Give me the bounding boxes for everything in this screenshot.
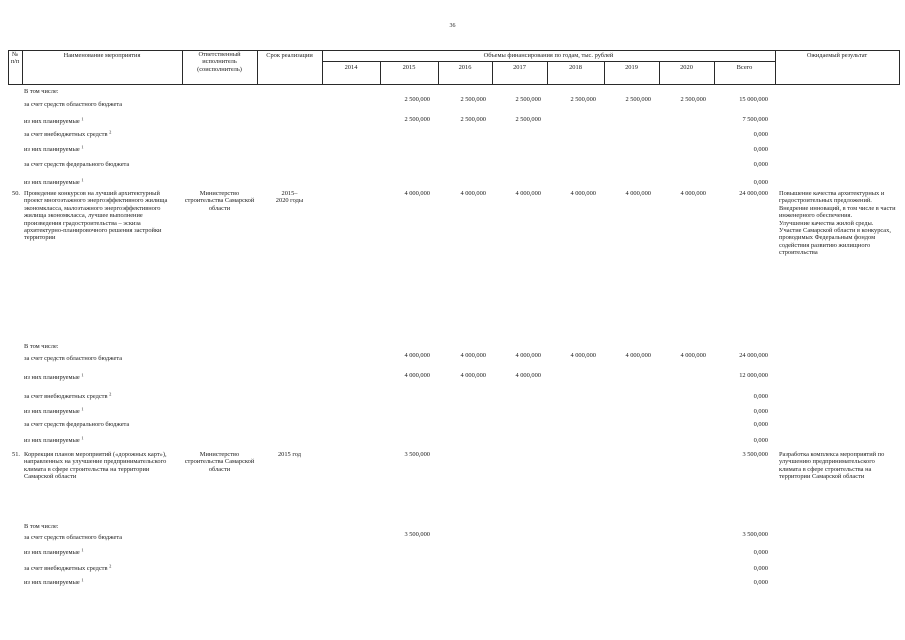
item-number: 50.	[12, 190, 20, 197]
header-responsible: Ответственный исполнитель (соисполнитель)	[197, 51, 242, 73]
footnote-mark: 1	[81, 547, 84, 553]
item-responsible: Министерство строительства Самарской области	[184, 190, 255, 212]
value-cell: 4 000,000	[460, 372, 486, 379]
value-cell: 2 500,000	[404, 116, 430, 123]
value-cell: 2 500,000	[625, 96, 651, 103]
value-cell: 0,000	[753, 146, 768, 153]
item-term: 2015 год	[277, 451, 302, 458]
grid-line	[322, 61, 775, 62]
footnote-mark: 1	[81, 116, 84, 122]
value-cell: 0,000	[753, 565, 768, 572]
row-label-text: за счет внебюджетных средств	[24, 565, 108, 572]
row-label	[24, 179, 84, 186]
value-cell: 4 000,000	[404, 190, 430, 197]
row-label-text: В том числе:	[24, 343, 59, 350]
item-name: Коррекция планов мероприятий («дорожных карт»), направленных на улучшение предпринимательского климата в сфере строительства на территории Самарской области	[24, 451, 167, 481]
row-label	[24, 421, 129, 428]
value-cell: 0,000	[753, 408, 768, 415]
value-cell: 4 000,000	[570, 352, 596, 359]
row-label-text: В том числе:	[24, 523, 59, 530]
row-label-text: из них планируемые	[24, 146, 80, 153]
value-cell: 2 500,000	[515, 96, 541, 103]
row-label	[24, 146, 84, 153]
value-cell: 4 000,000	[625, 352, 651, 359]
footnote-mark: 1	[81, 372, 84, 378]
footnote-mark: 2	[109, 129, 112, 135]
value-cell: 2 500,000	[460, 96, 486, 103]
value-cell: 4 000,000	[570, 190, 596, 197]
row-label-text: за счет средств областного бюджета	[24, 101, 123, 108]
value-cell: 4 000,000	[515, 190, 541, 197]
value-cell: 0,000	[753, 437, 768, 444]
row-label-text: из них планируемые	[24, 118, 80, 125]
value-cell: 4 000,000	[404, 372, 430, 379]
header-year: 2014	[344, 64, 358, 71]
row-label	[24, 534, 122, 541]
row-label-text: из них планируемые	[24, 374, 80, 381]
footnote-mark: 1	[81, 177, 84, 183]
value-cell: 3 500,000	[742, 451, 768, 458]
value-cell: 2 500,000	[460, 116, 486, 123]
row-label	[24, 393, 111, 400]
row-label-text: из них планируемые	[24, 437, 80, 444]
row-label-text: из них планируемые	[24, 179, 80, 186]
value-cell: 0,000	[753, 549, 768, 556]
value-cell: 0,000	[753, 179, 768, 186]
row-label-text: за счет средств областного бюджета	[24, 355, 123, 362]
row-label-text: из них планируемые	[24, 408, 80, 415]
footnote-mark: 1	[81, 144, 84, 150]
value-cell: 3 500,000	[404, 531, 430, 538]
row-label	[24, 565, 111, 572]
row-label	[24, 549, 84, 556]
value-cell: 0,000	[753, 421, 768, 428]
footnote-mark: 2	[109, 391, 112, 397]
item-name: Проведение конкурсов на лучший архитектурный проект многоэтажного энергоэффективного жилища экономкласса, малоэтажного энергоэффективного жилища экономкласса, лучшее выполнение произведения градостроительства – эскиза архитектурно-планировочного решения застройки территории	[24, 190, 168, 242]
row-label-text: за счет внебюджетных средств	[24, 393, 108, 400]
value-cell: 2 500,000	[680, 96, 706, 103]
value-cell: 0,000	[753, 131, 768, 138]
value-cell: 4 000,000	[515, 372, 541, 379]
row-label	[24, 131, 111, 138]
header-year: 2017	[513, 64, 526, 71]
row-label-text: за счет внебюджетных средств	[24, 131, 108, 138]
item-term: 2015– 2020 годы	[275, 190, 304, 205]
value-cell: 3 500,000	[742, 531, 768, 538]
header-year: 2019	[625, 64, 638, 71]
value-cell: 0,000	[753, 393, 768, 400]
header-term: Срок реализации	[266, 52, 313, 59]
value-cell: 4 000,000	[460, 352, 486, 359]
header-year: 2016	[458, 64, 472, 71]
grid-line	[8, 50, 900, 51]
header-year: 2015	[402, 64, 416, 71]
value-cell: 4 000,000	[460, 190, 486, 197]
value-cell: 2 500,000	[570, 96, 596, 103]
item-result: Повышение качества архитектурных и градостроительных предложений. Внедрение инноваций, в том числе в части инженерного обеспечения. Улучшение качества жилой среды. Участие Самарской области в конкурсах, проводимых Федеральным фондом содействия развитию жилищного строительства	[779, 190, 896, 257]
value-cell: 24 000,000	[739, 352, 768, 359]
header-funding: Объемы финансирования по годам, тыс. рублей	[483, 52, 614, 59]
header-name: Наименование мероприятия	[63, 52, 141, 59]
row-label	[24, 88, 59, 95]
row-label	[24, 355, 122, 362]
footnote-mark: 1	[81, 577, 84, 583]
row-label	[24, 523, 59, 530]
row-label	[24, 408, 84, 415]
item-responsible: Министерство строительства Самарской области	[184, 451, 255, 473]
header-year: Всего	[736, 64, 753, 71]
footnote-mark: 1	[81, 406, 84, 412]
header-result: Ожидаемый результат	[806, 52, 868, 59]
grid-line	[899, 50, 900, 84]
row-label	[24, 101, 122, 108]
value-cell: 4 000,000	[680, 190, 706, 197]
footnote-mark: 1	[81, 435, 84, 441]
row-label	[24, 579, 84, 586]
row-label-text: за счет средств областного бюджета	[24, 534, 123, 541]
item-number: 51.	[12, 451, 20, 458]
row-label	[24, 161, 129, 168]
footnote-mark: 2	[109, 563, 112, 569]
value-cell: 15 000,000	[739, 96, 768, 103]
grid-line	[8, 84, 900, 85]
page-number: 36	[449, 23, 456, 29]
value-cell: 4 000,000	[625, 190, 651, 197]
row-label	[24, 437, 84, 444]
header-year: 2020	[680, 64, 693, 71]
value-cell: 4 000,000	[515, 352, 541, 359]
value-cell: 12 000,000	[739, 372, 768, 379]
value-cell: 2 500,000	[515, 116, 541, 123]
row-label-text: из них планируемые	[24, 549, 80, 556]
value-cell: 0,000	[753, 579, 768, 586]
value-cell: 4 000,000	[404, 352, 430, 359]
header-year: 2018	[569, 64, 582, 71]
row-label	[24, 118, 84, 125]
value-cell: 24 000,000	[739, 190, 768, 197]
value-cell: 2 500,000	[404, 96, 430, 103]
value-cell: 7 500,000	[742, 116, 768, 123]
row-label-text: из них планируемые	[24, 579, 80, 586]
value-cell: 4 000,000	[680, 352, 706, 359]
value-cell: 0,000	[753, 161, 768, 168]
row-label-text: В том числе:	[24, 88, 59, 95]
header-number: № п/п	[10, 51, 20, 66]
item-result: Разработка комплекса мероприятий по улучшению предпринимательского климата в сфере строительства на территории Самарской области	[779, 451, 885, 481]
row-label	[24, 374, 84, 381]
value-cell: 3 500,000	[404, 451, 430, 458]
row-label	[24, 343, 59, 350]
row-label-text: за счет средств федерального бюджета	[24, 421, 130, 428]
row-label-text: за счет средств федерального бюджета	[24, 161, 130, 168]
